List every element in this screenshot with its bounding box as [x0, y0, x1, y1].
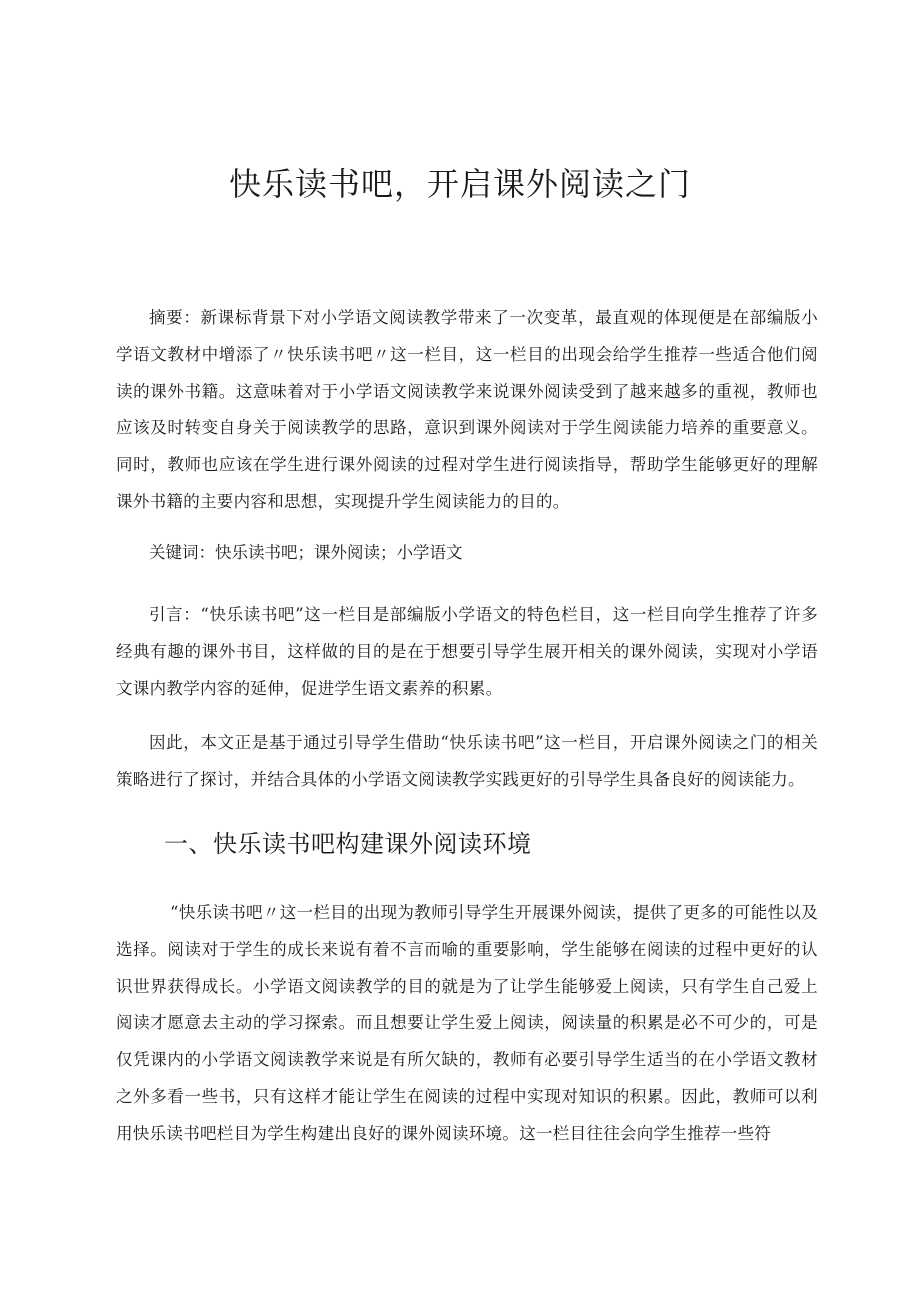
document-title: 快乐读书吧，开启课外阅读之门 [228, 165, 691, 203]
section-1-body: “快乐读书吧〃这一栏目的出现为教师引导学生开展课外阅读，提供了更多的可能性以及选择。阅读对于学生的成长来说有着不言而喻的重要影响，学生能够在阅读的过程中更好的认识世界获得成长。小学语文阅读教学的目的就是为了让学生能够爱上阅读，只有学生自己爱上阅读才愿意去主动的学习探索。而且想要让学生爱上阅读，阅读量的积累是必不可少的，可是仅凭课内的小学语文阅读教学来说是有所欠缺的，教师有必要引导学生适当的在小学语文教材之外多看一些书，只有这样才能让学生在阅读的过程中实现对知识的积累。因此，教师可以利用快乐读书吧栏目为学生构建出良好的课外阅读环境。这一栏目往往会向学生推荐一些符 [116, 903, 818, 1143]
keywords-line: 关键词：快乐读书吧；课外阅读；小学语文 [149, 543, 463, 562]
intro-paragraph: 引言：“快乐读书吧”这一栏目是部编版小学语文的特色栏目，这一栏目向学生推荐了许多经典有趣的课外书目，这样做的目的是在于想要引导学生展开相关的课外阅读，实现对小学语文课内教学内容的延伸，促进学生语文素养的积累。 [116, 605, 818, 698]
abstract-paragraph: 摘要：新课标背景下对小学语文阅读教学带来了一次变革，最直观的体现便是在部编版小学语文教材中增添了〃快乐读书吧〃这一栏目，这一栏目的出现会给学生推荐一些适合他们阅读的课外书籍。这意味着对于小学语文阅读教学来说课外阅读受到了越来越多的重视，教师也应该及时转变自身关于阅读教学的思路，意识到课外阅读对于学生阅读能力培养的重要意义。同时，教师也应该在学生进行课外阅读的过程对学生进行阅读指导，帮助学生能够更好的理解课外书籍的主要内容和思想，实现提升学生阅读能力的目的。 [116, 308, 818, 511]
section-1-heading: 一、快乐读书吧构建课外阅读环境 [164, 830, 532, 858]
therefore-paragraph: 因此，本文正是基于通过引导学生借助“快乐读书吧”这一栏目，开启课外阅读之门的相关策略进行了探讨，并结合具体的小学语文阅读教学实践更好的引导学生具备良好的阅读能力。 [116, 733, 818, 789]
